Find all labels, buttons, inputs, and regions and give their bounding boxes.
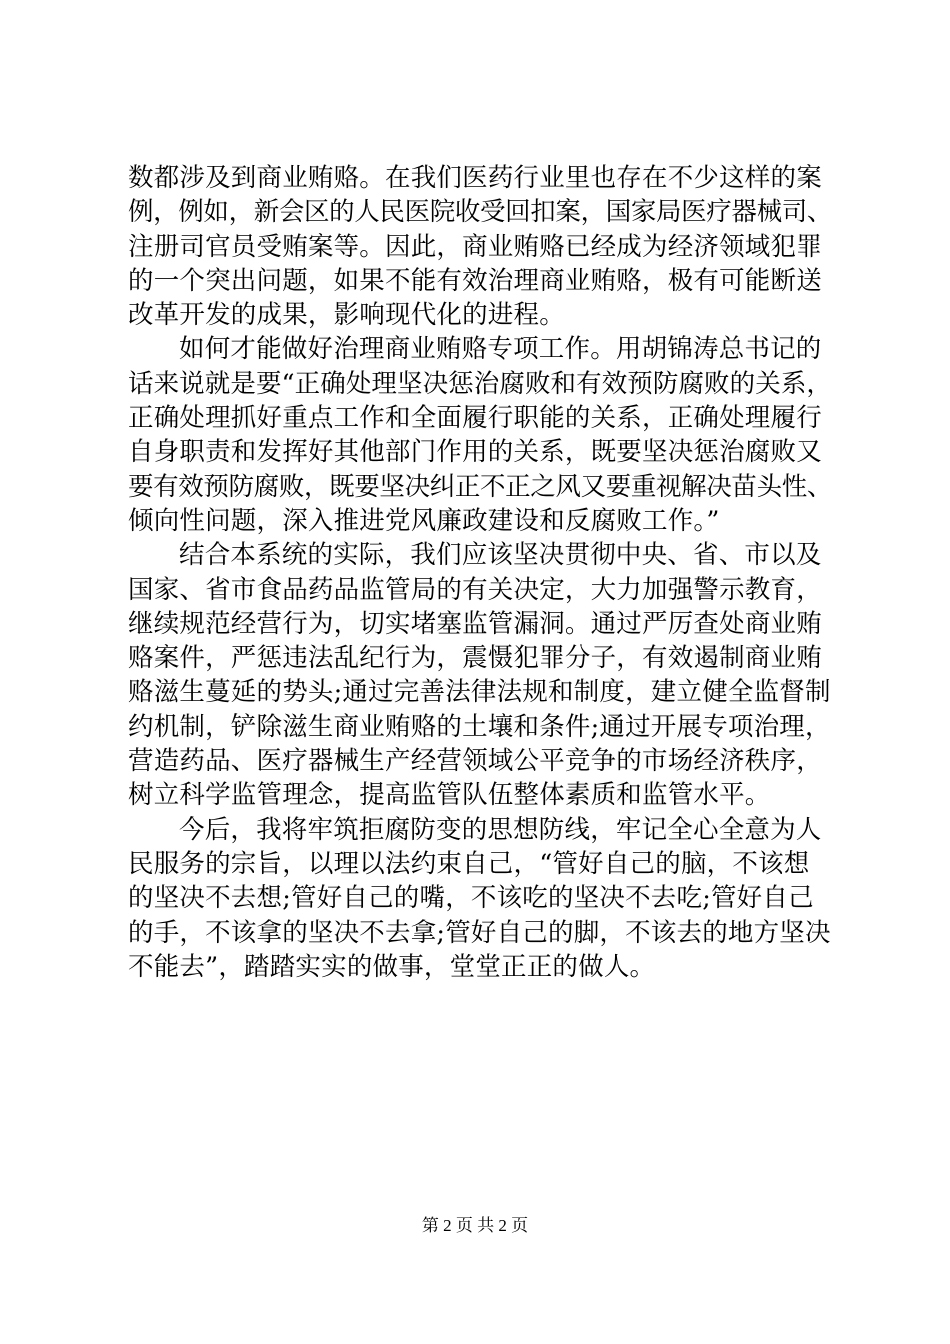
paragraph-1 <box>128 161 832 332</box>
text-line: 正确处理抓好重点工作和全面履行职能的关系，正确处理履行 <box>128 403 822 434</box>
text-line: 倾向性问题，深入推进党风廉政建设和反腐败工作。” <box>128 505 720 536</box>
text-line: 例，例如，新会区的人民医院收受回扣案，国家局医疗器械司、 <box>128 197 832 228</box>
text-line: 的手，不该拿的坚决不去拿;管好自己的脚，不该去的地方坚决 <box>128 917 831 948</box>
document-body <box>128 161 832 984</box>
text-line: 国家、省市食品药品监管局的有关决定，大力加强警示教育， <box>128 574 822 605</box>
text-line: 的坚决不去想;管好自己的嘴，不该吃的坚决不去吃;管好自己 <box>128 883 814 914</box>
text-line: 不能去”，踏踏实实的做事，堂堂正正的做人。 <box>128 951 656 982</box>
text-line: 改革开发的成果，影响现代化的进程。 <box>128 300 565 331</box>
text-line: 营造药品、医疗器械生产经营领域公平竞争的市场经济秩序， <box>128 746 822 777</box>
text-line: 赂滋生蔓延的势头;通过完善法律法规和制度，建立健全监督制 <box>128 677 831 708</box>
paragraph-4 <box>128 813 832 984</box>
text-line: 民服务的宗旨，以理以法约束自己，“管好自己的脑，不该想 <box>128 848 810 879</box>
text-line: 约机制，铲除滋生商业贿赂的土壤和条件;通过开展专项治理， <box>128 711 831 742</box>
text-line: 结合本系统的实际，我们应该坚决贯彻中央、省、市以及 <box>179 540 822 571</box>
page-footer: 第 2 页 共 2 页 <box>421 1216 529 1235</box>
text-line: 数都涉及到商业贿赂。在我们医药行业里也存在不少这样的案 <box>128 163 822 193</box>
paragraph-3 <box>128 538 832 812</box>
text-line: 的一个突出问题，如果不能有效治理商业贿赂，极有可能断送 <box>128 265 822 296</box>
text-line: 继续规范经营行为，切实堵塞监管漏洞。通过严厉查处商业贿 <box>128 608 822 639</box>
text-line: 话来说就是要“正确处理坚决惩治腐败和有效预防腐败的关系， <box>128 368 832 399</box>
text-line: 树立科学监管理念，提高监管队伍整体素质和监管水平。 <box>128 780 771 811</box>
text-line: 今后，我将牢筑拒腐防变的思想防线，牢记全心全意为人 <box>179 814 822 845</box>
text-line: 如何才能做好治理商业贿赂专项工作。用胡锦涛总书记的 <box>179 334 822 365</box>
text-line: 自身职责和发挥好其他部门作用的关系，既要坚决惩治腐败又 <box>128 437 822 468</box>
text-line: 要有效预防腐败，既要坚决纠正不正之风又要重视解决苗头性、 <box>128 471 832 502</box>
text-line: 注册司官员受贿案等。因此，商业贿赂已经成为经济领域犯罪 <box>128 231 822 262</box>
paragraph-2 <box>128 332 832 538</box>
text-line: 赂案件，严惩违法乱纪行为，震慑犯罪分子，有效遏制商业贿 <box>128 643 822 674</box>
